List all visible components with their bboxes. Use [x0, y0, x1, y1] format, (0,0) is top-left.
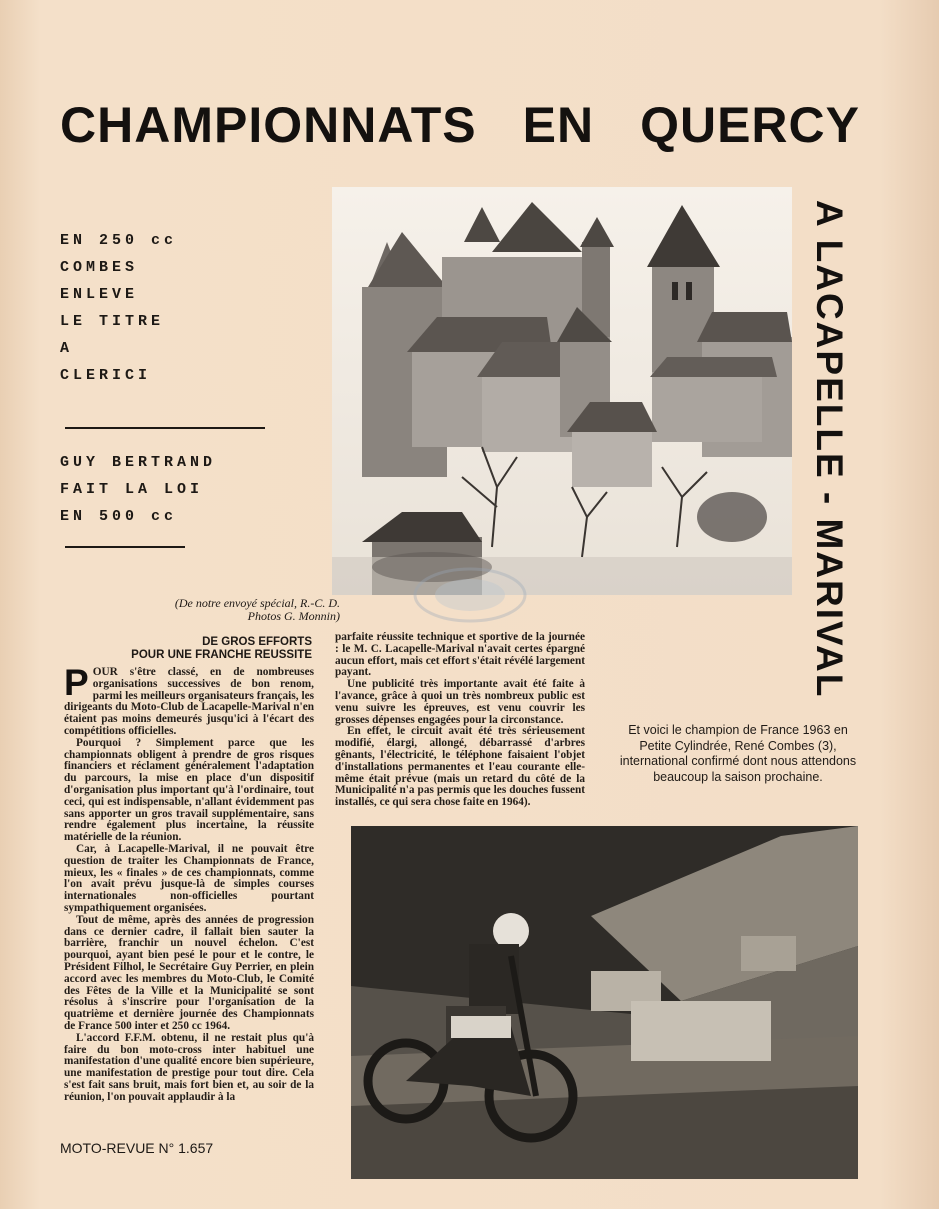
title-word-1: CHAMPIONNATS: [60, 97, 477, 153]
sidebar-line: A: [60, 340, 74, 357]
drop-cap: P: [64, 662, 89, 703]
watermark-logo: [410, 565, 530, 625]
article-paragraph: parfaite réussite technique et sportive de la journée : le M. C. Lacapelle-Marival n'avait certes épargné aucun effort, mais cet effort s'était révélé largement payant.: [335, 631, 585, 679]
rider-photo-image: [351, 826, 858, 1179]
article-paragraph: [64, 662, 314, 738]
photo-caption: Et voici le champion de France 1963 en Petite Cylindrée, René Combes (3), international confirmé dont nous attendons beaucoup la saison prochaine.: [619, 723, 857, 784]
motocross-photo: [351, 826, 858, 1179]
article-paragraph: Tout de même, après des années de progression dans ce dernier cadre, il fallait bien sauter la barrière, franchir un nouvel échelon. C'est pourquoi, ayant bien pesé le pour et le contre, le Président Filhol, le Secrétaire Guy Perrier, en plein accord avec les membres du Moto-Club, le Comité des Fêtes de la Ville et la Municipalité se sont résolus à s'inscrire pour l'organisation de la quatrième et dernière journée des Championnats de France 500 inter et 250 cc 1964.: [64, 913, 314, 1032]
sidebar-headline-500cc: [60, 449, 216, 530]
credit-line-2: Photos G. Monnin): [247, 609, 340, 623]
article-column-1: [64, 662, 314, 1103]
castle-illustration: [332, 187, 792, 595]
subhead-line-1: DE GROS EFFORTS: [202, 636, 312, 648]
sidebar-line: COMBES: [60, 259, 139, 276]
article-column-2: [335, 632, 585, 809]
title-word-2: EN: [522, 97, 595, 153]
divider-rule: [65, 546, 185, 548]
sidebar-line: EN 250 cc: [60, 232, 178, 249]
page-title: [60, 96, 860, 154]
footer-issue: MOTO-REVUE N° 1.657: [60, 1140, 214, 1156]
article-paragraph: Pourquoi ? Simplement parce que les championnats obligent à prendre de gros risques financiers et réclament généralement l'adaptation du parcours, la mise en place d'un dispositif d'organisation plus important qu'à l'ordinaire, tout ceci, qui est indispensable, n'allant évidemment pas sans apporter un gros travail supplémentaire, sans rendre également plus incertaine, la réussite matérielle de la réunion.: [64, 736, 314, 844]
sidebar-line: ENLEVE: [60, 286, 139, 303]
sidebar-headline-250cc: [60, 227, 177, 389]
sidebar-line: GUY BERTRAND: [60, 454, 217, 471]
credit-line-1: (De notre envoyé spécial, R.-C. D.: [174, 596, 340, 610]
vertical-title: [800, 200, 860, 760]
vertical-title-text: A LACAPELLE - MARIVAL: [809, 200, 850, 699]
section-subhead: [60, 636, 312, 662]
sidebar-line: LE TITRE: [60, 313, 165, 330]
article-paragraph: Car, à Lacapelle-Marival, il ne pouvait être question de traiter les Championnats de France, mieux, les « finales » de ces championnats, comme l'on avait prévu jusque-là de simples courses internationales non-officielles pourtant sympathiquement organisées.: [64, 842, 314, 914]
article-paragraph: Une publicité très importante avait été faite à l'avance, grâce à quoi un très nombreux public est venu suivre les épreuves, est venu couvrir les grosses dépenses engagées pour la circonstance.: [335, 678, 585, 726]
sidebar-line: EN 500 cc: [60, 508, 178, 525]
sidebar-line: CLERICI: [60, 367, 152, 384]
title-word-3: QUERCY: [640, 97, 860, 153]
divider-rule: [65, 427, 265, 429]
paragraph-text: OUR s'être classé, en de nombreuses organisations successives de bon renom, parmi les meilleurs organisateurs français, les dirigeants du Moto-Club de Lacapelle-Marival n'en étaient pas moins demeurés jusqu'ici à l'écart des compétitions officielles.: [64, 666, 314, 737]
subhead-line-2: POUR UNE FRANCHE REUSSITE: [131, 649, 312, 661]
article-paragraph: L'accord F.F.M. obtenu, il ne restait plus qu'à faire du bon moto-cross inter habituel une manifestation d'une qualité encore bien supérieure, une manifestation de prestige pour tout dire. Cela s'est fait sans bruit, mais fort bien et, au soir de la réunion, l'on pouvait applaudir à la: [64, 1031, 314, 1103]
castle-sketch: [332, 187, 792, 595]
sidebar-line: FAIT LA LOI: [60, 481, 204, 498]
article-paragraph: En effet, le circuit avait été très sérieusement modifié, élargi, allongé, débarrassé d'arbres gênants, l'électricité, le téléphone faisaient l'objet d'installations permanentes et l'eau courante elle-même était prévue (mais un retard du côté de la Municipalité n'a pas permis que les douches fussent installés, ce qui sera chose faite en 1964).: [335, 725, 585, 809]
photo-credit: [60, 597, 340, 623]
